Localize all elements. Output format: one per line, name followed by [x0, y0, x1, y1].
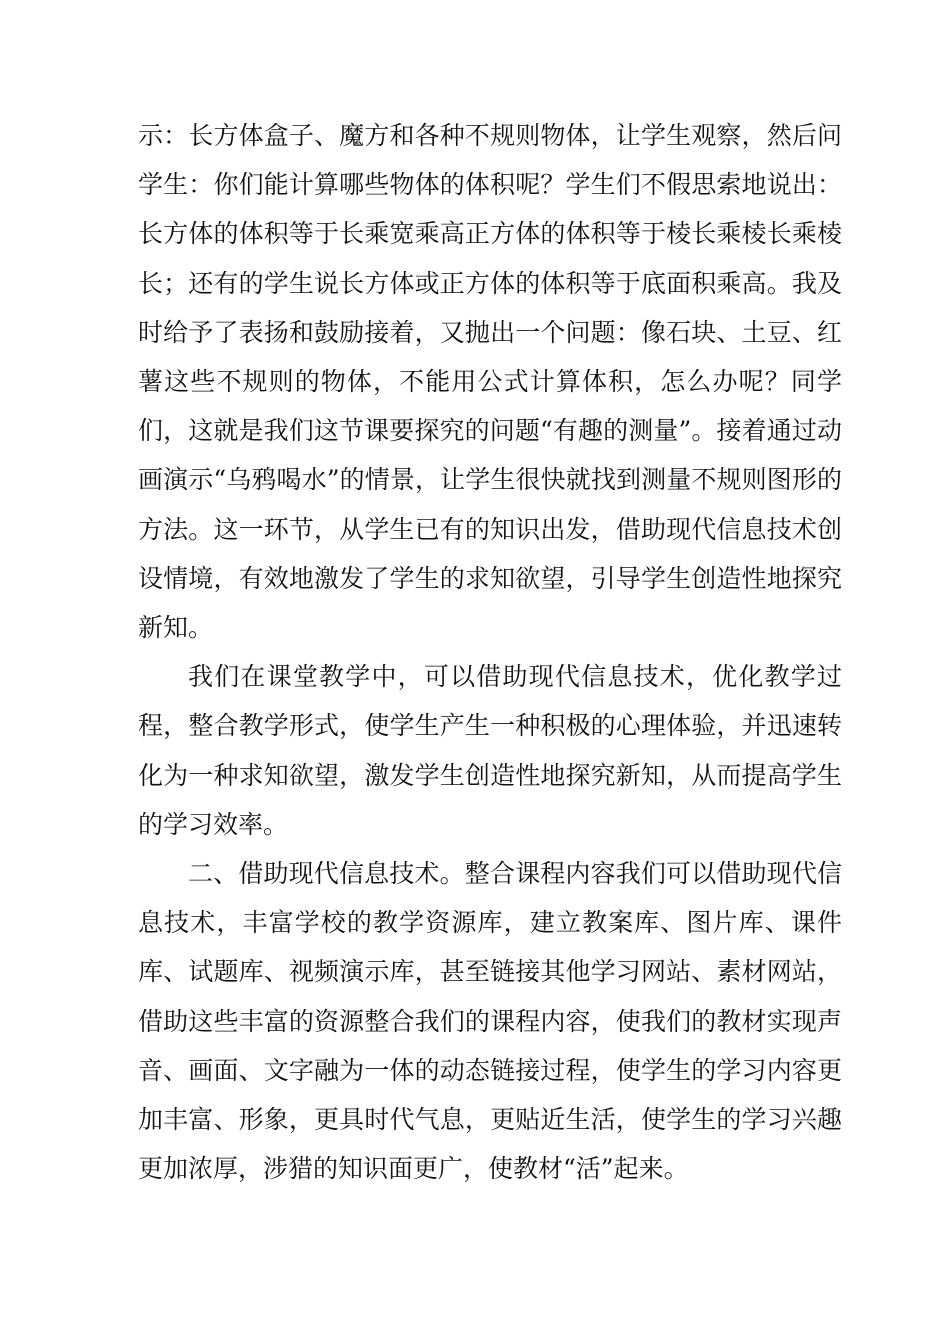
paragraph-section-two: 二、借助现代信息技术。整合课程内容我们可以借助现代信息技术，丰富学校的教学资源库，建立教案库、图片库、课件库、试题库、视频演示库，甚至链接其他学习网站、素材网站，借助这些丰富的资源整合我们的课程内容，使我们的教材实现声音、画面、文字融为一体的动态链接过程，使学生的学习内容更加丰富、形象，更具时代气息，更贴近生活，使学生的学习兴趣更加浓厚，涉猎的知识面更广，使教材“活”起来。 — [138, 859, 842, 1184]
body-text — [138, 111, 842, 1193]
paragraph-teaching-process: 我们在课堂教学中，可以借助现代信息技术，优化教学过程，整合教学形式，使学生产生一种积极的心理体验，并迅速转化为一种求知欲望，激发学生创造性地探究新知，从而提高学生的学习效率。 — [138, 662, 842, 839]
paragraph-continuation: 示：长方体盒子、魔方和各种不规则物体，让学生观察，然后问学生：你们能计算哪些物体的体积呢？学生们不假思索地说出：长方体的体积等于长乘宽乘高正方体的体积等于棱长乘棱长乘棱长；还有的学生说长方体或正方体的体积等于底面积乘高。我及时给予了表扬和鼓励接着，又抛出一个问题：像石块、土豆、红薯这些不规则的物体，不能用公式计算体积，怎么办呢？同学们，这就是我们这节课要探究的问题“有趣的测量”。接着通过动画演示“乌鸦喝水”的情景，让学生很快就找到测量不规则图形的方法。这一环节，从学生已有的知识出发，借助现代信息技术创设情境，有效地激发了学生的求知欲望，引导学生创造性地探究新知。 — [138, 121, 842, 643]
